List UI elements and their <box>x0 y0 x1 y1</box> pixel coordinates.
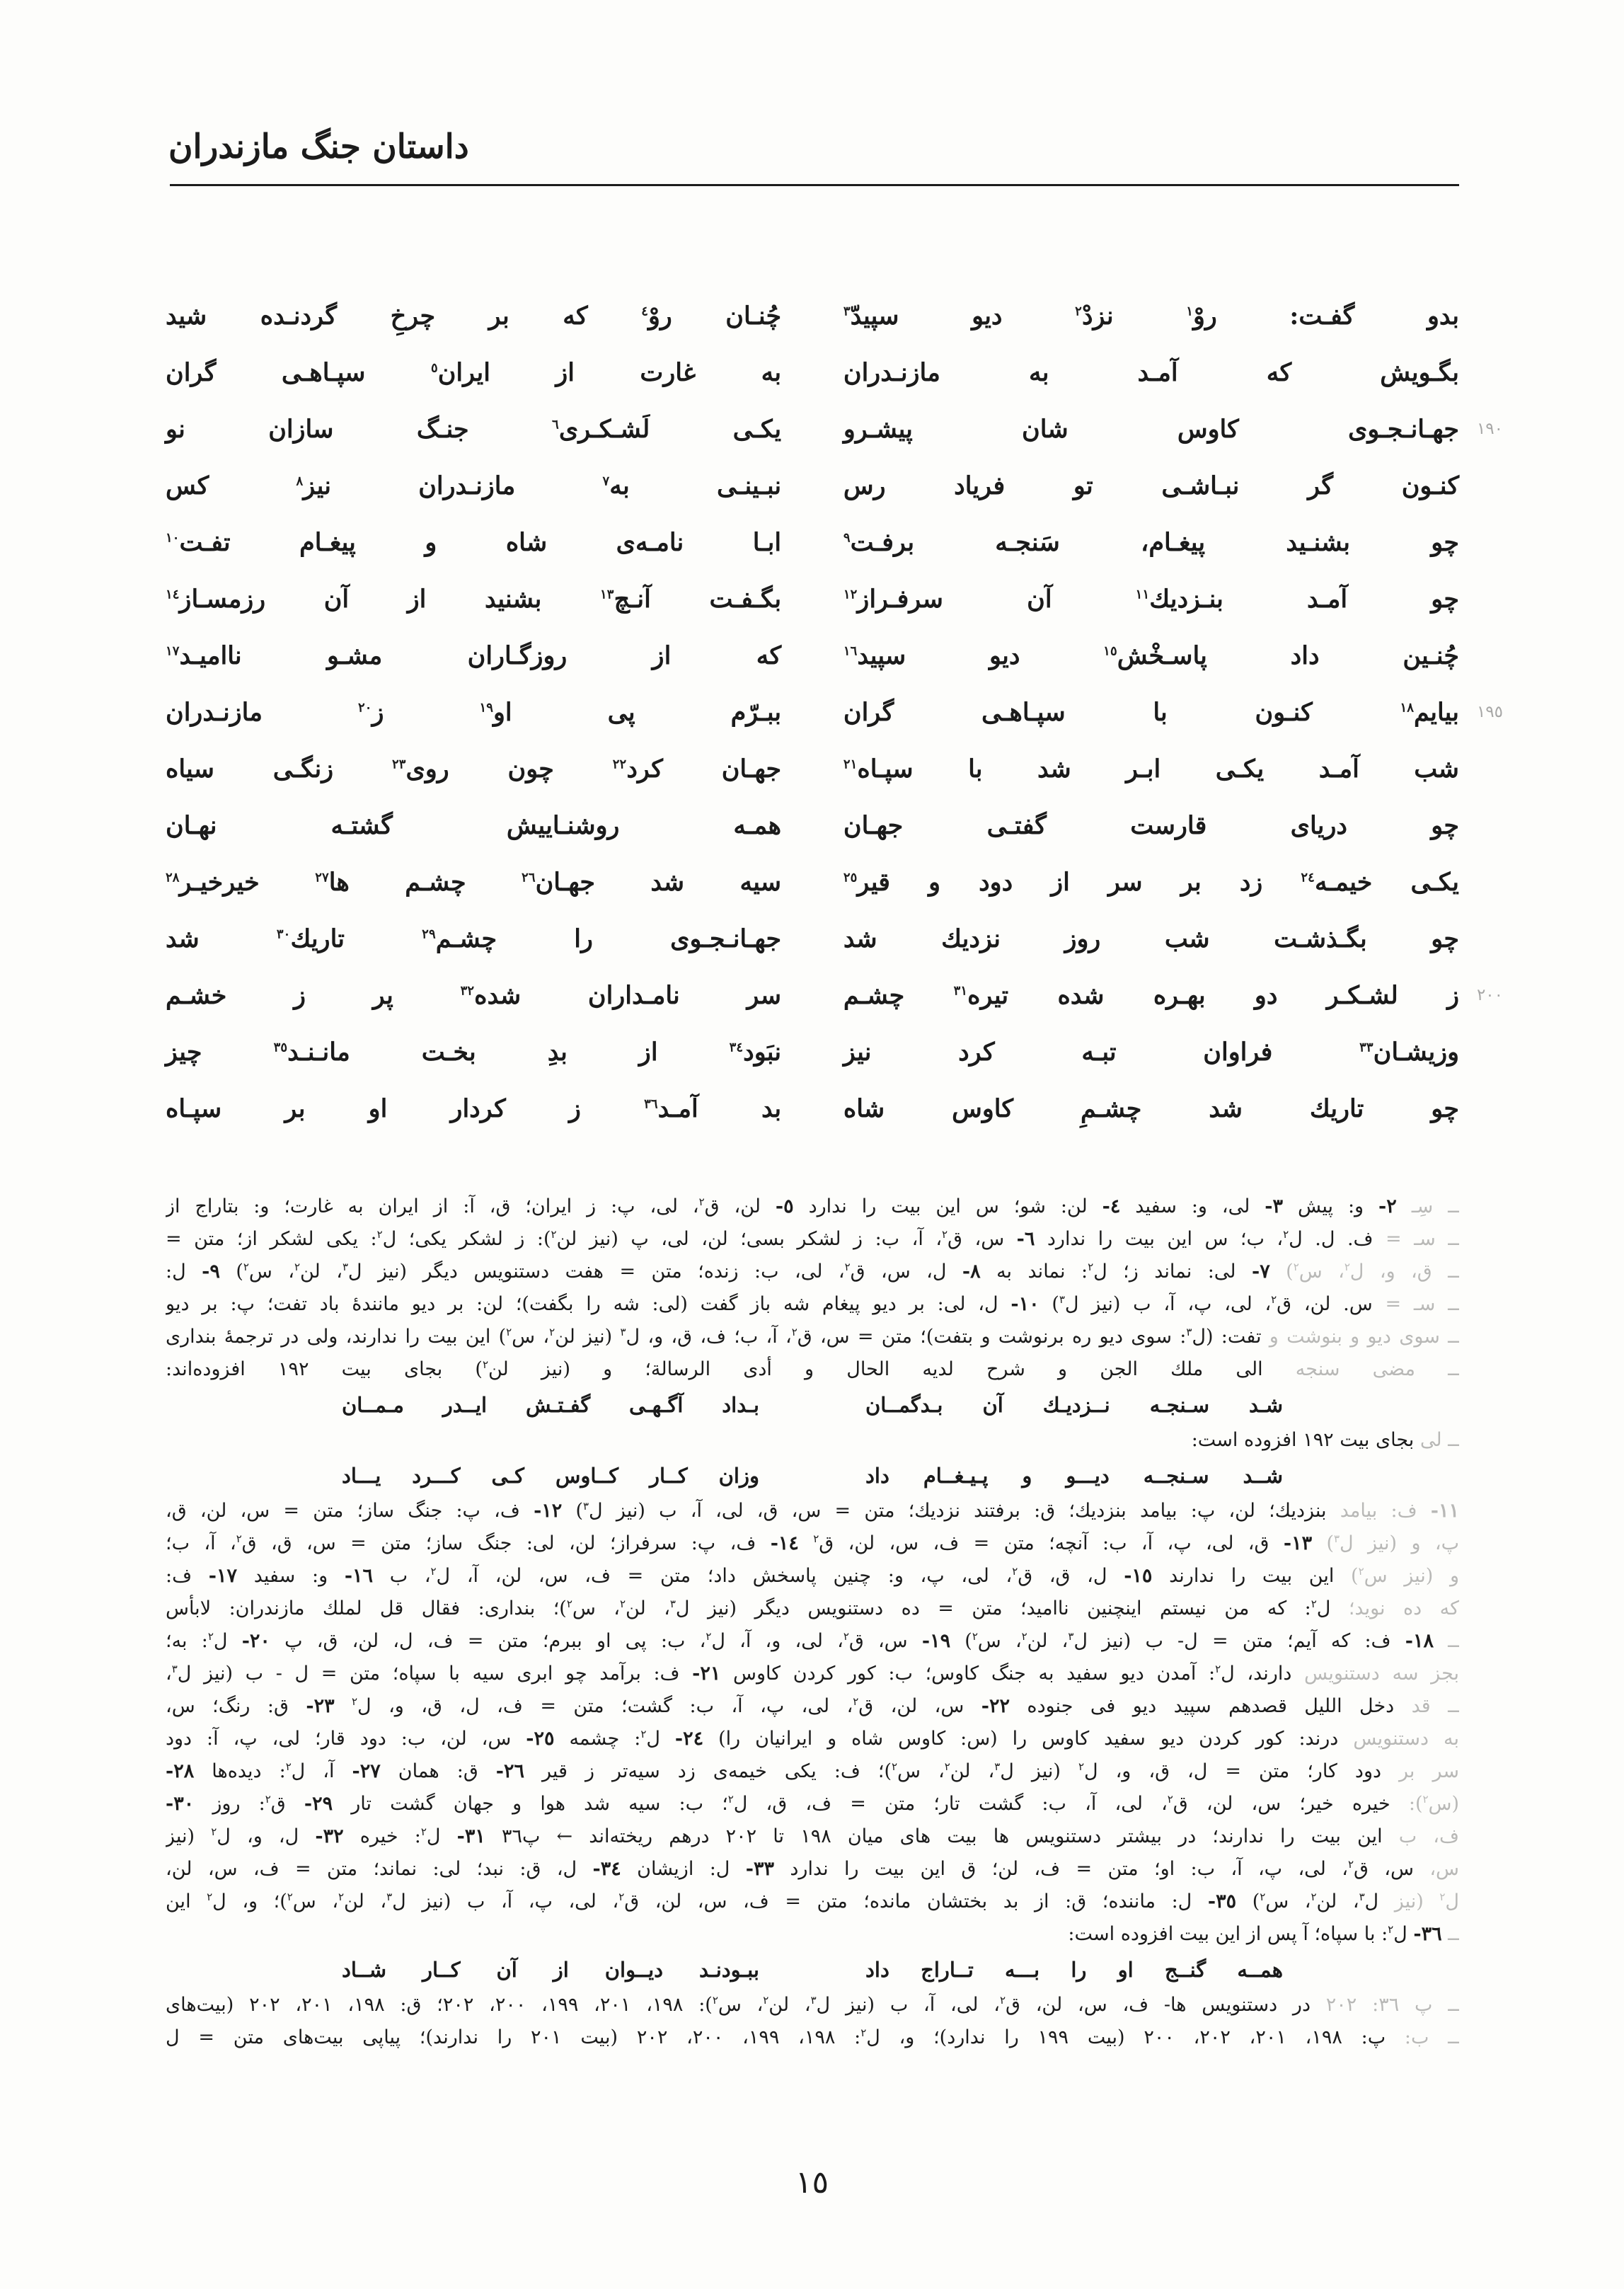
footnote-faded-lead: پ، و (نیز ل$^٣$) <box>1312 1532 1459 1554</box>
footnote-line <box>166 1658 1459 1690</box>
hemistich-right: یکـی خیمـه$^{٢٤}$ زد بر سر از دود و قیر$^{٢٥}$ <box>843 867 1459 897</box>
footnote-text: دخل اللیل قصدهم سپید دیو فی جنوده ٢٢- س، لن، ق$^٢$، لی، پ، آ، ب: گشت؛ متن = ف، ل، ق، و، ل$^٢$ ٢٣- ق: رنگ؛ س، <box>166 1695 1395 1717</box>
footnote-line <box>166 1353 1459 1386</box>
margin-verse-number: ١٩٠ <box>1476 420 1503 438</box>
couplet-row <box>166 287 1459 344</box>
footnote-verse-hemistich-left: بـداد آگـهـی گفـتـش ایــدر مـمــان <box>342 1393 759 1417</box>
hemistich-left: بگـفـت آنـچ$^{١٣}$ بشنید از آن رزمسـاز$^{١٤}$ <box>166 584 782 614</box>
footnote-added-verse <box>166 1386 1459 1424</box>
poem-section <box>166 287 1503 1137</box>
margin-verse-number: ٢٠٠ <box>1476 986 1503 1004</box>
footnote-text: درند: کور کردن دیو سفید کاوس را (س: کاوس شاه و ایرانیان را) ٢٤- ل$^٢$: چشمه ٢٥- س، لن، ب: دود قار؛ لی، پ، آ: دود <box>166 1728 1339 1750</box>
couplet-row <box>166 1023 1459 1080</box>
footnote-faded-lead: (س$^٢$): <box>1390 1793 1459 1815</box>
couplet-row <box>166 570 1459 627</box>
footnote-line <box>166 1788 1459 1820</box>
footnote-faded-lead: ــ ب: <box>1386 2026 1459 2048</box>
hemistich-left: بد آمـد$^{٣٦}$ ز کردار او بر سپـاه <box>166 1094 782 1123</box>
footnote-line <box>166 1495 1459 1527</box>
footnote-faded-lead: ــ <box>1441 1923 1459 1945</box>
footnote-text: ١٣- ق، لی، پ، آ، ب: آنچه؛ متن = ف، س، لن، ق$^٢$ ١٤- ف، پ: سرفراز؛ لن، لی: جنگ ساز؛ متن = س، ق، ق$^٢$، آ، ب؛ <box>166 1532 1313 1554</box>
footnote-faded-lead: سر بر <box>1381 1760 1459 1782</box>
footnote-faded-lead: س، <box>1413 1858 1459 1880</box>
footnote-verse-hemistich-right: همــه گنــج او را بـــه تــاراج داد <box>865 1958 1283 1982</box>
footnote-line <box>166 1853 1459 1886</box>
couplet-row <box>166 797 1459 854</box>
footnote-line <box>166 1886 1459 1918</box>
footnote-line <box>166 1625 1459 1658</box>
footnote-text: ٣٦- ل$^٢$: با سپاه؛ آ پس از این بیت افزوده است: <box>1068 1923 1442 1945</box>
footnote-text: این بیت را ندارند؛ در بیشتر دستنویس ها بیت های میان ١٩٨ تا ٢٠٢ درهم ریخته‌اند ← پ٣٦ ٣١- ل$^٢$: خیره ٣٢- ل، و، ل$^٢$ (نیز <box>166 1825 1383 1847</box>
header-divider <box>170 184 1459 186</box>
hemistich-left: ببـرّم پی او$^{١٩}$ ز$^{٢٠}$ مازنـدران <box>166 697 782 727</box>
footnote-line <box>166 1191 1459 1223</box>
hemistich-right: بگـویش که آمـد به مازنـدران <box>843 357 1459 387</box>
footnote-faded-lead: ــ سِـ <box>1396 1195 1459 1217</box>
footnote-text: تفت: (ل$^٣$: سوی دیو ره برنوشت و بتفت)؛ متن = س، ق$^٢$، آ، ب؛ ف، ق، و، ل$^٣$ (نیز لن$^٢$، س$^٢$) این بیت را ندارند، ولی در ترجمهٔ بنداری <box>166 1326 1262 1348</box>
hemistich-right: وزیشـان$^{٣٣}$ فراوان تبـه کرد نیز <box>843 1037 1459 1067</box>
margin-verse-number: ١٩٥ <box>1476 703 1503 721</box>
footnote-text: ٢- و: پیش ٣- لی، و: سفید ٤- لن: شو؛ س این بیت را ندارد ٥- لن، ق$^٢$، لی، پ: ز ایران؛ ق، آ: از ایران به غارت؛ و: بتاراج از <box>166 1195 1397 1217</box>
footnote-faded-lead: ف، ب <box>1382 1825 1459 1847</box>
footnote-added-verse <box>166 1457 1459 1495</box>
footnote-faded-lead: به دستنویس <box>1338 1728 1459 1750</box>
footnote-text: ل$^٣$، لن$^٢$، س$^٢$) ٣٥- ل: ماننده؛ ق: از بد بختشان مانده؛ متن = ف، س، لن، ق$^٢$، لی، پ، آ، ب (نیز ل$^٣$، لن$^٢$، س$^٢$)؛ و، ل$^٢$ این <box>166 1891 1379 1912</box>
hemistich-left: جهـانـجـوی را چشـم$^{٢٩}$ تاریك$^{٣٠}$ شد <box>166 924 782 953</box>
couplet-row <box>166 684 1503 740</box>
footnote-text: ل$^٢$: که من نیستم اینچنین ناامید؛ متن = ده دستنویس دیگر (نیز ل$^٣$، لن$^٢$، س$^٢$)؛ بنداری: فقال قل لملك مازندران: لابأس <box>166 1597 1331 1619</box>
footnote-text: ٧- لی: نماند ز؛ ل$^٢$: نماند به ٨- ل، س، ق$^٢$، لی، ب: زنده؛ متن = هفت دستنویس دیگر (نیز ل$^٣$، لن$^٢$، س$^٢$) ٩- ل: <box>166 1261 1270 1283</box>
hemistich-right: شب آمـد یکـی ابـر شد با سپـاه$^{٢١}$ <box>843 754 1459 784</box>
hemistich-right: بیایم$^{١٨}$ کنـون با سپـاهـی گران <box>843 697 1459 727</box>
footnote-text: این بیت را ندارند ١٥- ل، ق، ق$^٢$، لی، پ، و: چنین پاسخش داد؛ متن = ف، س، لن، آ، ل$^٢$، ب ١٦- و: سفید ١٧- ف: <box>166 1565 1335 1587</box>
hemistich-left: نبـینـی به$^٧$ مازنـدران نیز$^٨$ کس <box>166 471 782 500</box>
footnote-line <box>166 1424 1459 1457</box>
hemistich-right: چو آمـد بنـزدیك$^{١١}$ آن سرفـراز$^{١٢}$ <box>843 584 1459 614</box>
footnote-text: الی ملك الجن و شرح لدیه الحال و أدی الرسالة؛ و (نیز لن$^٢$) بجای بیت ١٩٢ افزوده‌اند: <box>166 1358 1263 1380</box>
hemistich-right: جهـانـجـوی کاوس شان پیشـرو <box>843 414 1459 444</box>
footnote-faded-lead: بجز سه دستنویس <box>1291 1663 1459 1685</box>
footnote-faded-lead: ١١- ف: بیامد <box>1326 1500 1459 1522</box>
couplet-row <box>166 514 1459 570</box>
footnote-line <box>166 1723 1459 1755</box>
footnote-line <box>166 1820 1459 1853</box>
hemistich-left: سیه شد جهـان$^{٢٦}$ چشـم ها$^{٢٧}$ خیرخیـر$^{٢٨}$ <box>166 867 782 897</box>
footnote-line <box>166 1989 1459 2021</box>
footnotes-section <box>166 1191 1459 2054</box>
couplet-row <box>166 854 1459 910</box>
footnote-line <box>166 1288 1459 1321</box>
footnote-line <box>166 1321 1459 1353</box>
hemistich-right: بدو گفـت: روْ$^١$ نزدْ$^٢$ دیو سپیدّ$^٣$ <box>843 301 1459 331</box>
couplet-row <box>166 740 1459 797</box>
couplet-row <box>166 1080 1459 1137</box>
footnote-text: بجای بیت ١٩٢ افزوده است: <box>1191 1429 1415 1451</box>
footnote-added-verse <box>166 1951 1459 1989</box>
couplet-row <box>166 967 1503 1023</box>
couplet-row <box>166 627 1459 684</box>
hemistich-left: چُنـان روْ$^٤$ که بر چرخِ گردنـده شید <box>166 301 782 331</box>
hemistich-right: چو بگـذشـت شب روز نزدیك شد <box>843 924 1459 953</box>
hemistich-left: به غارت از ایران$^٥$ سپـاهـی گران <box>166 357 782 387</box>
hemistich-right: ز لشـکـر دو بهـره شده تیره$^{٣١}$ چشـم <box>843 980 1460 1010</box>
footnote-verse-hemistich-right: شــد سـنجــه دیـــو و پـیـغــام داد <box>865 1464 1283 1488</box>
footnote-faded-lead: ــ سـ = <box>1373 1228 1459 1250</box>
couplet-row <box>166 344 1459 401</box>
hemistich-right: کنـون گر نبـاشـی تو فریاد رس <box>843 471 1459 500</box>
footnote-faded-lead: ــ <box>1433 1630 1459 1652</box>
footnote-text: ف. ل. ل$^٢$، ب؛ س این بیت را ندارد ٦- س، ق$^٢$، آ، ب: ز لشکر بسی؛ لن، لی، پ (نیز لن$^٢$): ز لشکر یکی؛ ل$^٢$: یکی لشکر از؛ متن = <box>166 1228 1374 1250</box>
footnote-faded-lead: ــ سـ = <box>1372 1293 1459 1315</box>
footnote-text: س، ق$^٢$، لی، پ، آ، ب: او؛ متن = ف، لن؛ ق این بیت را ندارد ٣٣- ل: ازیشان ٣٤- ل، ق: نبد؛ لی: نماند؛ متن = ف، س، لن، <box>166 1858 1414 1880</box>
hemistich-right: چُنـین داد پاسـخْش$^{١٥}$ دیو سپید$^{١٦}$ <box>843 641 1459 670</box>
footnote-faded-lead: ل$^٢$ (نیز <box>1378 1891 1459 1912</box>
page-number: ١٥ <box>795 2164 829 2201</box>
hemistich-left: سر نامـداران شده$^{٣٢}$ پر ز خشـم <box>166 980 782 1010</box>
footnote-text: دارند، ل$^٢$: آمدن دیو سفید به جنگ کاوس؛ ب: کور کردن کاوس ٢١- ف: برآمد چو ابری سیه با سپاه؛ متن = ل - ب (نیز ل$^٣$، <box>166 1663 1292 1685</box>
footnote-text: ١٨- ف: که آیم؛ متن = ل- ب (نیز ل$^٣$، لن$^٢$، س$^٢$) ١٩- س، ق$^٢$، لی، و، آ، ل$^٢$، ب: پی او ببرم؛ متن = ف، ل، لن، ق، پ ٢٠- ل$^٢$: به؛ <box>166 1630 1434 1652</box>
footnote-verse-hemistich-right: شـد سـنجـه نــزدیـك آن بـدگمــان <box>865 1393 1283 1417</box>
hemistich-left: همـه روشنـاییش گشتـه نهـان <box>166 810 782 840</box>
couplet-row <box>166 457 1459 514</box>
footnote-line <box>166 1256 1459 1288</box>
footnote-faded-lead: ــ سوی دیو و بنوشت و <box>1261 1326 1459 1348</box>
footnote-text: در دستنویس ها- ف، س، لن، ق$^٢$، لی، آ، ب (نیز ل$^٣$، لن$^٢$، س$^٢$): ١٩٨، ٢٠١، ١٩٩، ٢٠٠، ٢٠٢؛ ق: ١٩٨، ٢٠١، ٢٠٢ (بیت‌های <box>166 1994 1311 2016</box>
footnote-line <box>166 1560 1459 1593</box>
footnote-line <box>166 1527 1459 1560</box>
footnote-verse-hemistich-left: ببـودنـد دیــوان از آن کــار شــاد <box>342 1958 759 1982</box>
hemistich-left: نبَود$^{٣٤}$ از بدِ بخـت مانـنـد$^{٣٥}$ چیز <box>166 1037 782 1067</box>
footnote-line <box>166 1918 1459 1951</box>
footnote-faded-lead: و (نیز س$^٢$) <box>1334 1565 1459 1587</box>
footnote-line <box>166 1593 1459 1625</box>
footnote-text: دود کار؛ متن = ل، ق، و، ل$^٢$ (نیز ل$^٣$، لن$^٢$، س$^٢$)؛ ف: یکی خیمه‌ی زد سیه‌تر ز قیر ٢٦- ق: همان ٢٧- آ، ل$^٢$: دیده‌ها ٢٨- <box>166 1760 1382 1782</box>
footnote-line <box>166 1755 1459 1788</box>
footnote-verse-hemistich-left: وزان کــار کــاوس کـی کـــرد یـــاد <box>342 1464 759 1488</box>
footnote-text: خیره خیر؛ س، لن، ق$^٢$، لی، آ، ب: گشت تار؛ متن = ف، ق، ل$^٢$؛ ب: سیه شد هوا و جهان گشت تار ٢٩- ق$^٢$: روز ٣٠- <box>166 1793 1390 1815</box>
hemistich-right: چو تاریك شد چشـمِ کاوس شاه <box>843 1094 1459 1123</box>
hemistich-left: یکـی لَشـکـری$^٦$ جنـگ سازان نو <box>166 414 782 444</box>
footnote-faded-lead: ــ قد <box>1394 1695 1459 1717</box>
footnote-faded-lead: ــ مضی سنجه <box>1262 1358 1459 1380</box>
hemistich-right: چو دریای قارست گفتـی جهـان <box>843 810 1459 840</box>
footnote-faded-lead: که ده نوید؛ <box>1330 1597 1459 1619</box>
page-title: داستان جنگ مازندران <box>168 127 469 166</box>
hemistich-left: که از روزگـاران مشـو ناامیـد$^{١٧}$ <box>166 641 782 670</box>
hemistich-left: ابـا نامـه‌ی شاه و پیغـام تفـت$^{١٠}$ <box>166 527 782 557</box>
footnote-text: س. لن، ق$^٢$، لی، پ، آ، ب (نیز ل$^٣$) ١٠- ل، لی: بر دیو پیغام شه باز گفت (لی: شه را بگفت)؛ لن: بر دیو مانندهٔ باد تفت؛ پ: بر دیو <box>166 1293 1373 1315</box>
footnote-line <box>166 1690 1459 1723</box>
footnote-faded-lead: ــ پ ٣٦: ٢٠٢ <box>1310 1994 1459 2016</box>
footnote-text: پ: ١٩٨، ٢٠١، ٢٠٢، ٢٠٠ (بیت ١٩٩ را ندارد)؛ و، ل$^٢$: ١٩٨، ١٩٩، ٢٠٠، ٢٠٢ (بیت ٢٠١ را ندارند)؛ پیاپی بیت‌های متن = ل <box>166 2026 1386 2048</box>
couplet-row <box>166 401 1503 457</box>
footnote-line <box>166 2021 1459 2054</box>
hemistich-left: جهـان کرد$^{٢٢}$ چون روی$^{٢٣}$ زنگـی سیاه <box>166 754 782 784</box>
footnote-text: بنزدیك؛ لن، پ: بیامد بنزدیك؛ ق: برفتند نزدیك؛ متن = س، ق، لی، آ، ب (نیز ل$^٣$) ١٢- ف، پ: جنگ ساز؛ متن = س، لن، ق، <box>166 1500 1327 1522</box>
footnote-line <box>166 1223 1459 1256</box>
couplet-row <box>166 910 1459 967</box>
footnote-faded-lead: ــ ق، و، ل$^٢$، س$^٢$) <box>1269 1261 1459 1283</box>
footnote-faded-lead: ــ لی <box>1414 1429 1459 1451</box>
hemistich-right: چو بشنـید پیغـام، سَنجـه برفـت$^٩$ <box>843 527 1459 557</box>
